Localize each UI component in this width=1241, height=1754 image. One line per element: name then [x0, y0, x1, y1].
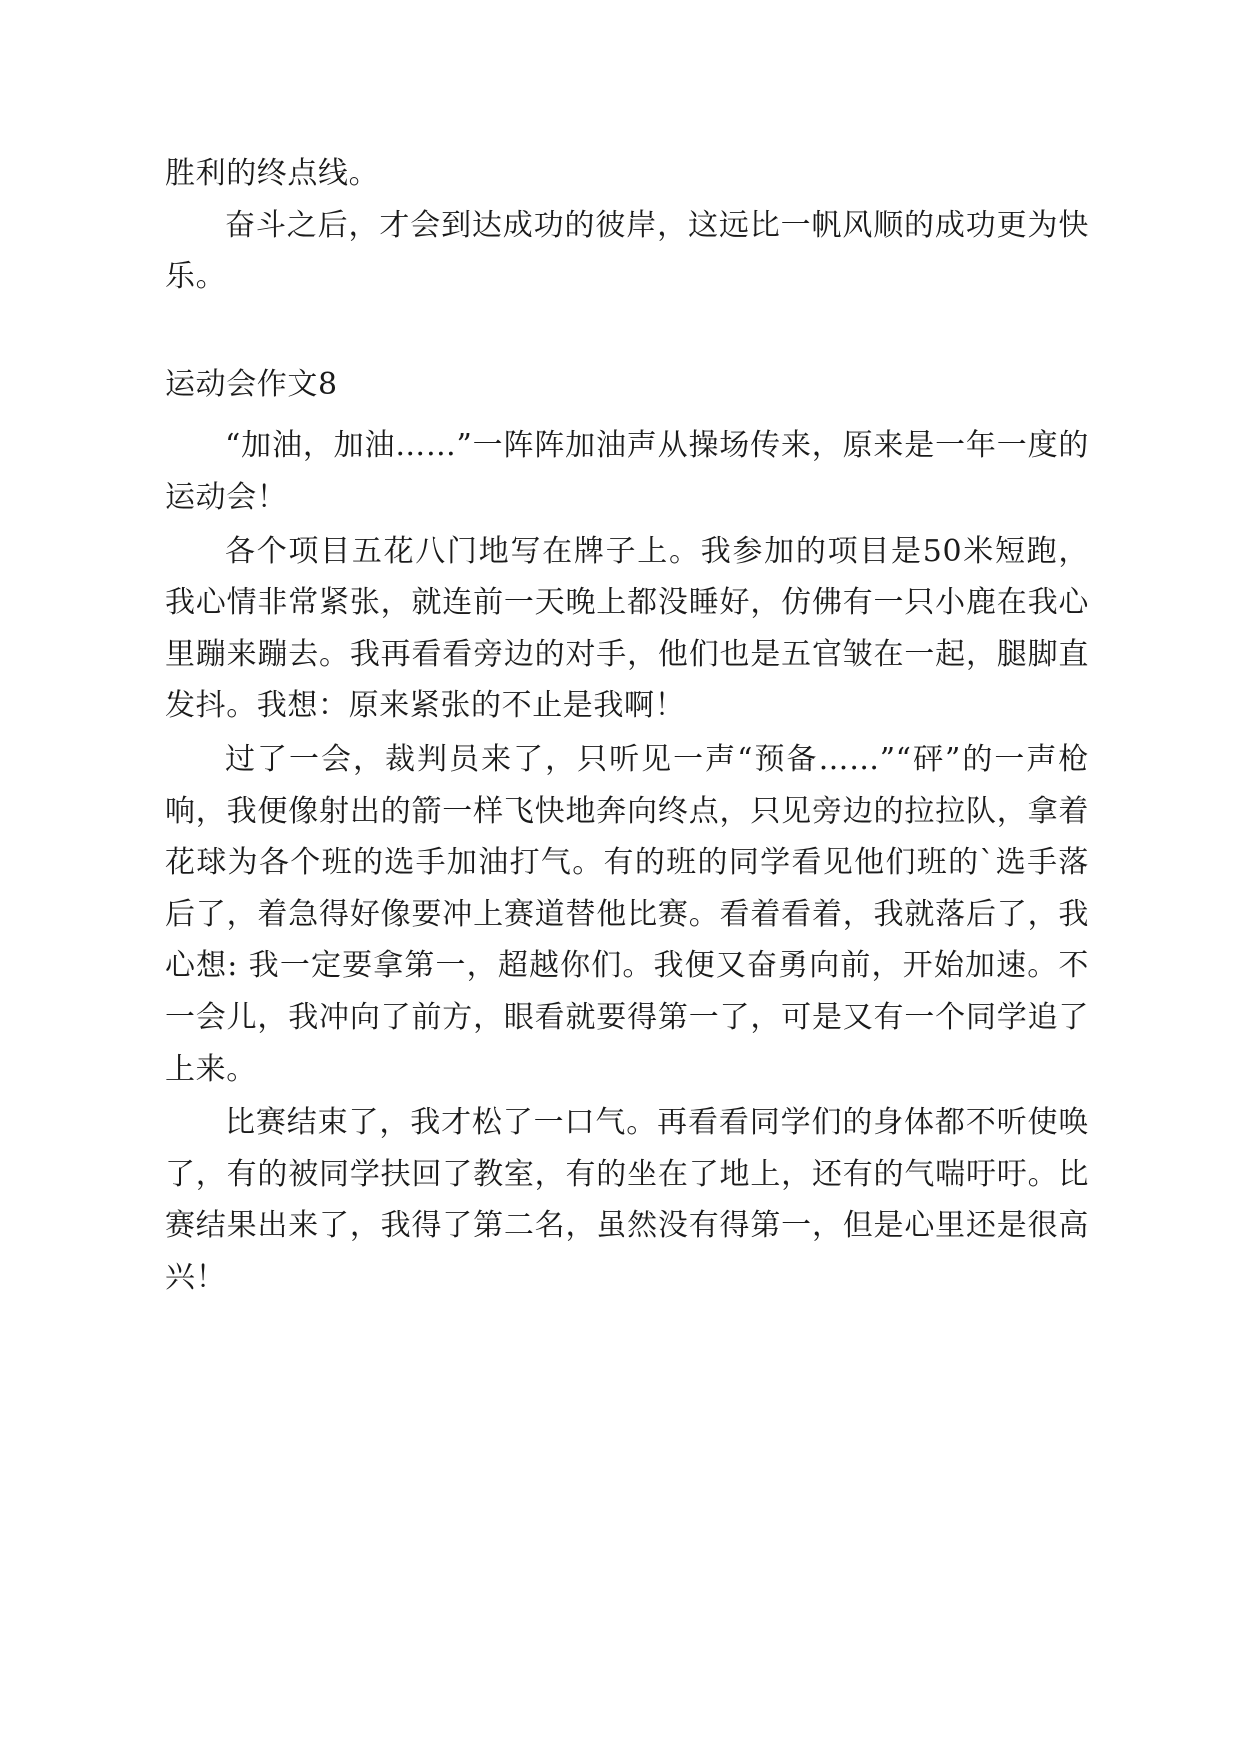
paragraph-race: 过了一会，裁判员来了，只听见一声“预备……”“砰”的一声枪响，我便像射出的箭一样飞快地奔向终点，只见旁边的拉拉队，拿着花球为各个班的选手加油打气。有的班的同学看见他们班的`选手落后了，着急得好像要冲上赛道替他比赛。看着看着，我就落后了，我心想: 我一定要拿第一，超越你们。我便又奋勇向前，开始加速。不一会儿，我冲向了前方，眼看就要得第一了，可是又有一个同学追了上来。 [165, 741, 1089, 1087]
paragraph-cheering: “加油，加油……”一阵阵加油声从操场传来，原来是一年一度的运动会！ [165, 428, 1089, 515]
paragraph-struggle: 奋斗之后，才会到达成功的彼岸，这远比一帆风顺的成功更为快乐。 [165, 207, 1089, 295]
paragraph-continuation: 胜利的终点线。 [165, 156, 380, 191]
paragraph-events: 各个项目五花八门地写在牌子上。我参加的项目是50米短跑，我心情非常紧张，就连前一天晚上都没睡好，仿佛有一只小鹿在我心里蹦来蹦去。我再看看旁边的对手，他们也是五官皱在一起，腿脚直发抖。我想：原来紧张的不止是我啊！ [165, 533, 1089, 724]
heading-essay-8: 运动会作文8 [165, 366, 338, 402]
document-body [165, 148, 1089, 1303]
paragraph-result: 比赛结束了，我才松了一口气。再看看同学们的身体都不听使唤了，有的被同学扶回了教室，有的坐在了地上，还有的气喘吁吁。比赛结果出来了，我得了第二名，虽然没有得第一，但是心里还是很高兴！ [165, 1105, 1089, 1295]
